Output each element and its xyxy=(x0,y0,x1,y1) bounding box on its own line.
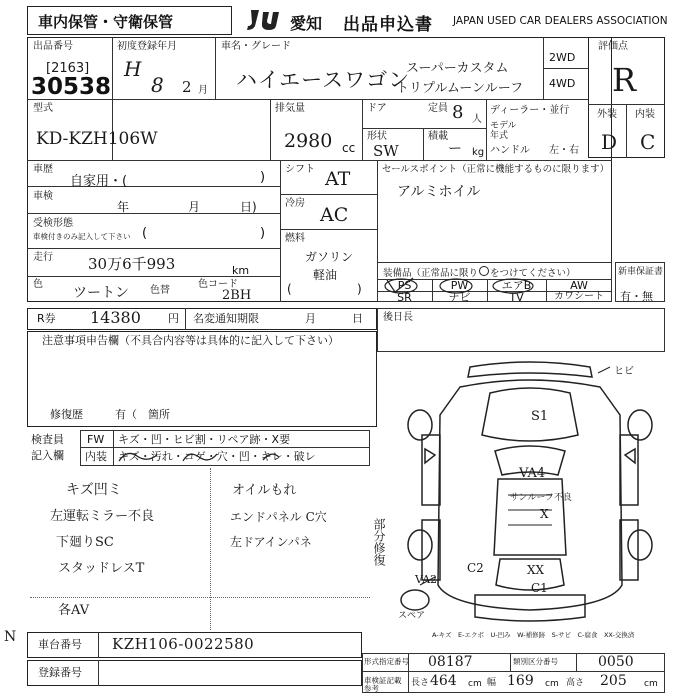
inspector-label-1: 検査員 xyxy=(31,433,64,446)
capacity-label: 定員 xyxy=(428,103,448,114)
spare-tire-label: スペア xyxy=(398,611,426,621)
history-close: ) xyxy=(260,170,266,185)
equipment-aw: AW xyxy=(570,279,588,292)
displacement-unit: cc xyxy=(342,141,356,155)
equipment-sr: SR xyxy=(397,291,412,304)
score-value: R xyxy=(612,61,637,99)
equipment-pw: PW xyxy=(450,279,469,292)
inspector-interior-items: キズ・汚れ・コゲ・穴・凹・キレ・破レ xyxy=(118,450,316,463)
doors-label: ドア xyxy=(367,103,387,114)
damage-s1: S1 xyxy=(531,409,549,424)
inspection-year: 年 xyxy=(117,200,130,214)
shift-label: シフト xyxy=(285,164,315,175)
damage-sunroof: サンルーフ不良 xyxy=(510,493,572,503)
damage-x: X xyxy=(540,507,549,521)
color-code-value: 2BH xyxy=(222,288,252,303)
mileage-value: 30万6千993 xyxy=(88,255,176,273)
remark-dents: キズ凹ミ xyxy=(66,482,122,498)
name-change-month: 月 xyxy=(305,312,316,325)
fuel-open-paren: ( xyxy=(287,282,292,296)
warranty-value: 有・無 xyxy=(620,290,653,303)
sales-point-label: セールスポイント（正常に機能するものに限ります） xyxy=(382,164,610,175)
length-unit: cm xyxy=(468,679,482,689)
remark-end-panel: エンドパネル C穴 xyxy=(230,510,327,524)
fuel-close-paren: ) xyxy=(357,282,362,296)
inspector-fw-items: キズ・凹・ヒビ割・リペア跡・X要 xyxy=(118,433,291,446)
mileage-label: 走行 xyxy=(33,252,53,263)
rear-input-box xyxy=(377,308,665,352)
drive-2wd: 2WD xyxy=(549,51,576,64)
class-number-label: 類別区分番号 xyxy=(513,657,558,666)
inspection-day: 日) xyxy=(240,200,257,214)
exterior-score: D xyxy=(601,130,618,154)
equipment-navi: ナビ xyxy=(448,291,471,304)
damage-c1: C1 xyxy=(531,581,548,595)
mileage-unit: km xyxy=(232,264,250,277)
damage-c2: C2 xyxy=(467,561,484,575)
class-number-value: 0050 xyxy=(598,654,634,670)
transfer-label: 受検形態 xyxy=(33,218,73,229)
load-unit: kg xyxy=(472,147,485,158)
model-value: KD-KZH106W xyxy=(36,129,158,149)
capacity-value: 8 xyxy=(452,102,464,123)
length-value: 464 xyxy=(430,673,457,689)
shape-value: SW xyxy=(373,142,399,160)
interior-label: 内装 xyxy=(635,109,655,120)
car-name-label: 車名・グレード xyxy=(221,41,291,52)
remark-oil-leak: オイルもれ xyxy=(232,483,297,498)
inspection-month: 月 xyxy=(188,200,201,214)
association-name: JAPAN USED CAR DEALERS ASSOCIATION xyxy=(453,15,668,27)
repair-place: 箇所 xyxy=(148,408,170,421)
fuel-label: 燃料 xyxy=(285,233,305,244)
storage-title: 車内保管・守衛保管 xyxy=(38,13,174,31)
type-designation-value: 08187 xyxy=(428,654,473,670)
width-value: 169 xyxy=(507,673,534,689)
dealer-label: ディーラー・並行 xyxy=(490,105,570,116)
car-grade-1: スーパーカスタム xyxy=(406,61,509,76)
damage-legend-text: A-キズ E-エクボ U-凹み W-補修跡 S-サビ C-腐食 XX-交換済 xyxy=(432,631,635,639)
dealer-year-label: 年式 xyxy=(490,131,509,141)
damage-va2: VA2 xyxy=(415,573,438,586)
lot-number: 30538 xyxy=(31,74,112,100)
equipment-check-marks xyxy=(377,276,612,302)
color-change-label: 色替 xyxy=(150,285,170,296)
interior-score: C xyxy=(640,130,656,154)
drive-4wd: 4WD xyxy=(549,77,576,90)
equipment-label-text: 装備品（正常品に限り xyxy=(383,268,479,279)
rear-input-label: 後日長 xyxy=(383,312,413,323)
transfer-open: ( xyxy=(142,226,148,241)
dimensions-label: 車検証記載参考 xyxy=(364,676,402,694)
car-grade-2: トリプルムーンルーフ xyxy=(396,81,524,96)
regno-label: 登録番号 xyxy=(38,666,82,679)
name-change-label: 名変通知期限 xyxy=(193,312,259,325)
cooling-label: 冷房 xyxy=(285,198,305,209)
width-label: 幅 xyxy=(487,678,497,688)
displacement-label: 排気量 xyxy=(275,103,305,114)
fuel-gasoline: ガソリン xyxy=(305,250,354,264)
chassis-value: KZH106-0022580 xyxy=(112,635,255,653)
color-value: ツートン xyxy=(73,285,129,301)
equipment-label-text-2: をつけてください） xyxy=(490,268,576,279)
damage-va4: VA4 xyxy=(519,466,546,481)
damage-xx: XX xyxy=(527,563,545,577)
handle-value: 左・右 xyxy=(549,145,579,156)
remark-av: 各AV xyxy=(58,603,90,618)
recycle-unit: 円 xyxy=(168,312,179,325)
recycle-label: R券 xyxy=(37,312,56,325)
load-value: ー xyxy=(448,141,462,157)
length-label: 長さ xyxy=(411,678,430,688)
shift-value: AT xyxy=(325,168,351,190)
lot-bracket-number: [2163] xyxy=(46,61,90,76)
chassis-label: 車台番号 xyxy=(38,638,82,651)
corner-mark: N xyxy=(4,629,17,645)
equipment-airbag: エアB xyxy=(501,279,532,292)
sheet-title: 出品申込書 xyxy=(343,15,433,35)
displacement-value: 2980 xyxy=(284,130,333,152)
width-unit: cm xyxy=(545,679,559,689)
registration-month: 2 xyxy=(182,78,192,96)
inspector-interior: 内装 xyxy=(85,450,107,463)
model-label: 型式 xyxy=(33,103,53,114)
sales-point-text: アルミホイル xyxy=(397,184,481,200)
load-label: 積載 xyxy=(428,131,448,142)
recycle-value: 14380 xyxy=(90,308,141,327)
transfer-close: ) xyxy=(260,226,266,241)
handle-label: ハンドル xyxy=(490,145,530,156)
exterior-label: 外装 xyxy=(597,109,617,120)
color-code-label: 色コード xyxy=(198,279,238,290)
remark-partial-repair: 部分修復 xyxy=(372,518,386,566)
equipment-ps: PS xyxy=(397,279,412,292)
cooling-value: AC xyxy=(320,204,349,226)
shape-label: 形状 xyxy=(367,131,387,142)
dealer-model-label: モデル xyxy=(490,121,517,131)
history-label: 車歴 xyxy=(33,164,53,175)
brand-name: 愛知 xyxy=(290,14,323,33)
notes-label: 注意事項申告欄（不具合内容等は具体的に記入して下さい） xyxy=(42,334,339,347)
equipment-leather: カワシート xyxy=(554,291,604,302)
registration-era: H xyxy=(124,57,142,81)
history-value: 自家用・( xyxy=(70,174,128,189)
registration-year: 8 xyxy=(151,73,164,97)
score-label: 評価点 xyxy=(598,41,628,52)
registration-label: 初度登録年月 xyxy=(117,41,177,52)
inspector-marks xyxy=(113,447,370,466)
remark-studless: スタッドレスT xyxy=(58,561,145,576)
capacity-unit: 人 xyxy=(472,114,482,125)
height-unit: cm xyxy=(644,679,658,689)
height-value: 205 xyxy=(600,673,627,689)
inspector-fw: FW xyxy=(87,433,105,446)
damage-chip: ヒビ xyxy=(614,366,634,377)
circle-mark-icon xyxy=(479,266,489,276)
type-designation-label: 形式指定番号 xyxy=(364,657,409,666)
lot-label: 出品番号 xyxy=(33,41,73,52)
car-name: ハイエースワゴン xyxy=(236,68,411,92)
color-label: 色 xyxy=(33,279,43,290)
inspection-label: 車検 xyxy=(33,191,53,202)
remark-mirror: 左運転ミラー不良 xyxy=(50,509,155,524)
height-label: 高さ xyxy=(566,678,585,688)
fuel-diesel: 軽油 xyxy=(313,268,338,282)
transfer-note: 車検付きのみ記入して下さい xyxy=(33,232,131,241)
equipment-tv: TV xyxy=(509,291,524,304)
brand-logo xyxy=(245,8,289,32)
registration-month-unit: 月 xyxy=(198,85,208,96)
inspector-label-2: 記入欄 xyxy=(31,449,64,462)
name-change-day: 日 xyxy=(352,312,363,325)
warranty-label: 新車保証書 xyxy=(618,267,664,277)
repair-value: 有（ xyxy=(115,408,137,421)
repair-label: 修復歴 xyxy=(50,408,83,421)
remark-undercarriage: 下廻りSC xyxy=(56,535,114,550)
remark-door-panel: 左ドアインパネ xyxy=(230,535,312,549)
